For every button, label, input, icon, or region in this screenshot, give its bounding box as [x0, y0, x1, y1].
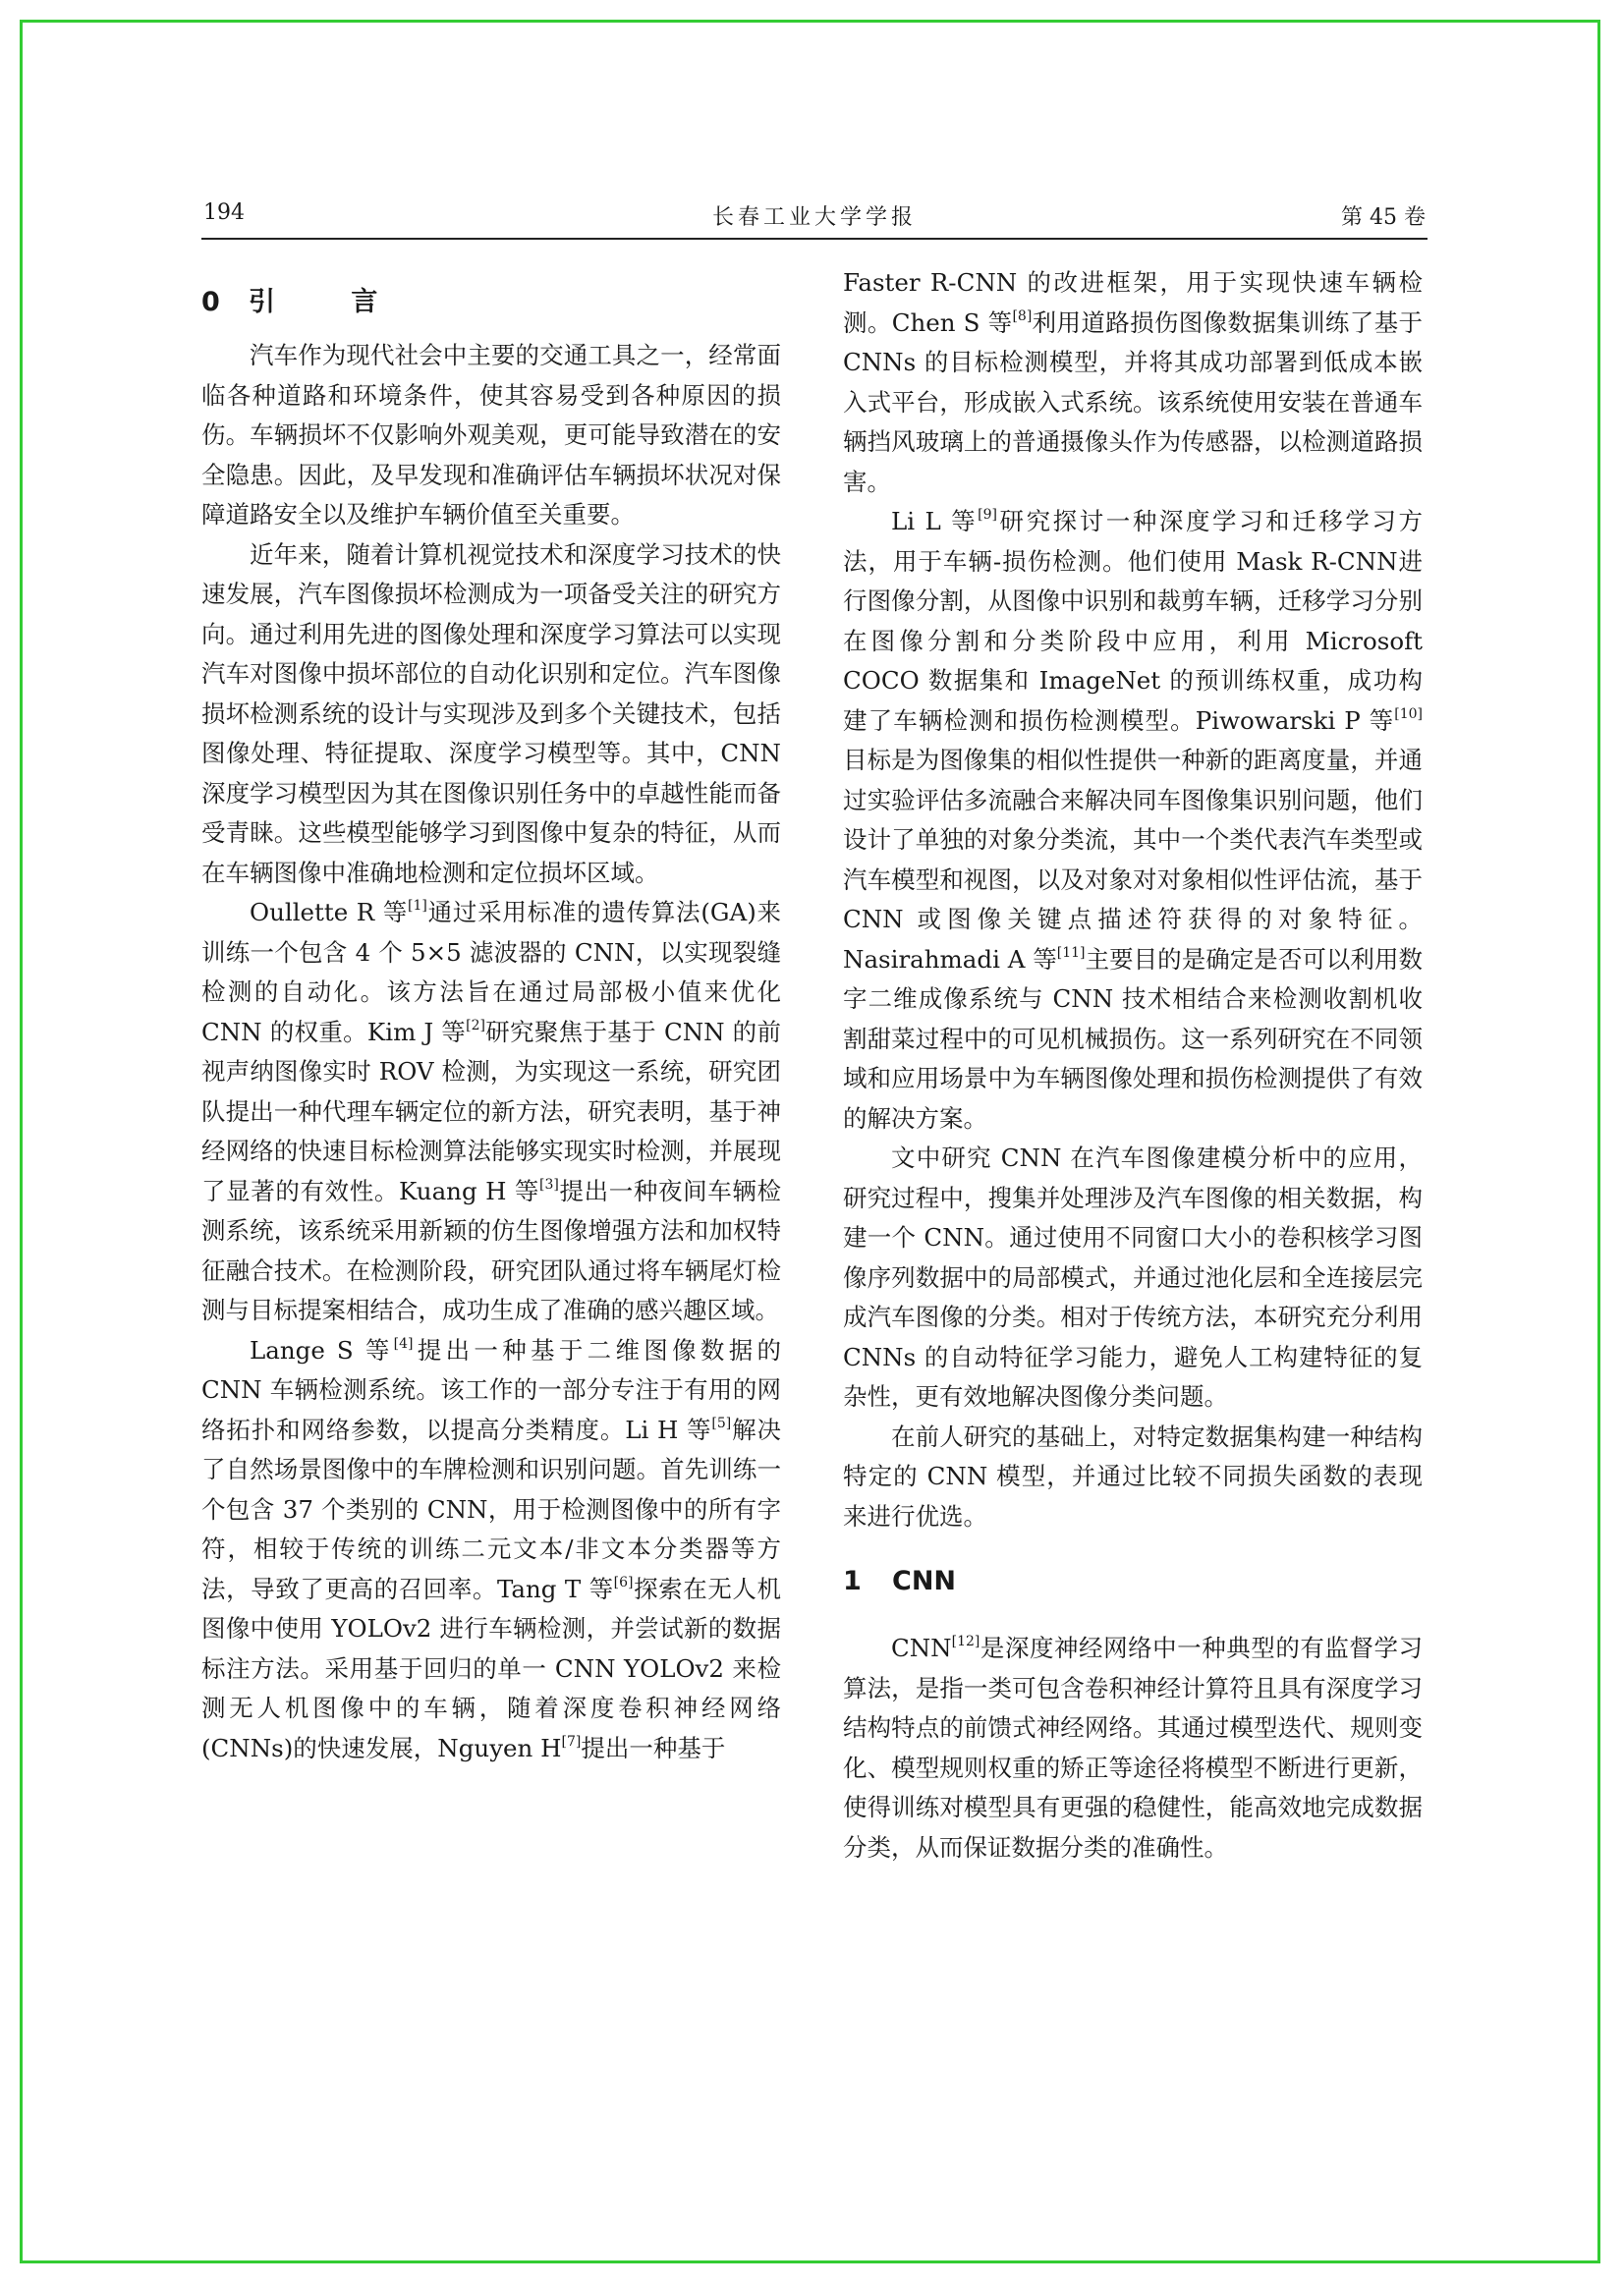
citation: [1] — [408, 898, 427, 914]
paragraph-text: 探索在无人机图像中使用 YOLOv2 进行车辆检测，并尝试新的数据标注方法。采用基于回归的单一 CNN YOLOv2 来检测无人机图像中的车辆，随着深度卷积神经网络(CNNs)的快速发展，Nguyen H — [201, 1574, 781, 1762]
paragraph-text: 解决了自然场景图像中的车牌检测和识别问题。首先训练一个包含 37 个类别的 CNN，用于检测图像中的所有字符，相较于传统的训练二元文本/非文本分类器等方法，导致了更高的召回率。Tang T 等 — [201, 1415, 782, 1603]
section-heading-introduction — [201, 283, 781, 322]
paragraph-text: Lange S 等 — [250, 1335, 394, 1365]
paragraph-text: 利用道路损伤图像数据集训练了基于 CNNs 的目标检测模型，并将其成功部署到低成本嵌入式平台，形成嵌入式系统。该系统使用安装在普通车辆挡风玻璃上的普通摄像头作为传感器，以检测道路损害。 — [843, 307, 1423, 496]
left-column — [201, 263, 781, 1768]
citation: [6] — [613, 1574, 634, 1590]
page-number: 194 — [203, 200, 245, 225]
citation: [4] — [393, 1335, 414, 1352]
paragraph-text: 提出一种基于二维图像数据的 CNN 车辆检测系统。该工作的一部分专注于有用的网络拓扑和网络参数，以提高分类精度。Li H 等 — [201, 1335, 782, 1444]
journal-name: 长春工业大学学报 — [711, 205, 917, 230]
running-header — [201, 196, 1428, 240]
volume-label: 第 45 卷 — [1341, 205, 1426, 230]
paragraph-text: Faster R-CNN 的改进框架，用于实现快速车辆检测。Chen S 等 — [843, 268, 1423, 337]
right-column — [843, 263, 1423, 1868]
section-number: 1 — [843, 1566, 862, 1596]
citation: [11] — [1056, 944, 1086, 961]
citation: [9] — [978, 507, 997, 523]
paragraph — [843, 1139, 1423, 1418]
citation: [7] — [561, 1733, 582, 1750]
paragraph — [843, 1418, 1423, 1537]
citation: [8] — [1012, 307, 1033, 324]
section-heading-cnn — [843, 1562, 1423, 1601]
citation: [3] — [538, 1176, 559, 1193]
paragraph-text: CNN — [891, 1634, 952, 1662]
paragraph-text: 文中研究 CNN 在汽车图像建模分析中的应用，研究过程中，搜集并处理涉及汽车图像的相关数据，构建一个 CNN。通过使用不同窗口大小的卷积核学习图像序列数据中的局部模式，并通过池化层和全连接层完成汽车图像的分类。相对于传统方法，本研究充分利用 CNNs 的自动特征学习能力，避免人工构建特征的复杂性，更有效地解决图像分类问题。 — [843, 1144, 1423, 1411]
paragraph-text: 近年来，随着计算机视觉技术和深度学习技术的快速发展，汽车图像损坏检测成为一项备受关注的研究方向。通过利用先进的图像处理和深度学习算法可以实现汽车对图像中损坏部位的自动化识别和定位。汽车图像损坏检测系统的设计与实现涉及到多个关键技术，包括图像处理、特征提取、深度学习模型等。其中，CNN 深度学习模型因为其在图像识别任务中的卓越性能而备受青睐。这些模型能够学习到图像中复杂的特征，从而在车辆图像中准确地检测和定位损坏区域。 — [201, 539, 781, 887]
paragraph — [843, 1629, 1423, 1868]
paragraph-continued — [843, 263, 1423, 502]
paragraph-text: 通过采用标准的遗传算法(GA)来训练一个包含 4 个 5×5 滤波器的 CNN，以实现裂缝检测的自动化。该方法旨在通过局部极小值来优化 CNN 的权重。Kim J 等 — [201, 898, 782, 1046]
paragraph-text: 提出一种夜间车辆检测系统，该系统采用新颖的仿生图像增强方法和加权特征融合技术。在检测阶段，研究团队通过将车辆尾灯检测与目标提案相结合，成功生成了准确的感兴趣区域。 — [201, 1176, 781, 1324]
paragraph-text: 提出一种基于 — [581, 1733, 726, 1762]
paragraph-text: 在前人研究的基础上，对特定数据集构建一种结构特定的 CNN 模型，并通过比较不同损失函数的表现来进行优选。 — [843, 1422, 1423, 1531]
section-title: CNN — [892, 1566, 957, 1596]
paragraph-text: 研究探讨一种深度学习和迁移学习方法，用于车辆-损伤检测。他们使用 Mask R-CNN进行图像分割，从图像中识别和裁剪车辆，迁移学习分别在图像分割和分类阶段中应用，利用 Microsoft COCO 数据集和 ImageNet 的预训练权重，成功构建了车辆检测和损伤检测模型。Piwowarski P 等 — [843, 507, 1423, 735]
citation: [12] — [951, 1634, 980, 1649]
paragraph — [201, 336, 781, 535]
paragraph-text: Oullette R 等 — [250, 898, 409, 926]
paragraph — [201, 1331, 781, 1769]
section-number: 0 — [201, 287, 220, 317]
paragraph — [201, 535, 781, 894]
paragraph-text: 研究聚焦于基于 CNN 的前视声纳图像实时 ROV 检测，为实现这一系统，研究团队提出一种代理车辆定位的新方法，研究表明，基于神经网络的快速目标检测算法能够实现实时检测，并展现了显著的有效性。Kuang H 等 — [201, 1017, 781, 1205]
paragraph — [843, 502, 1423, 1139]
citation: [10] — [1394, 705, 1423, 722]
paragraph-text: 主要目的是确定是否可以利用数字二维成像系统与 CNN 技术相结合来检测收割机收割甜菜过程中的可见机械损伤。这一系列研究在不同领域和应用场景中为车辆图像处理和损伤检测提供了有效的解决方案。 — [843, 944, 1423, 1133]
paragraph-text: 目标是为图像集的相似性提供一种新的距离度量，并通过实验评估多流融合来解决同车图像集识别问题，他们设计了单独的对象分类流，其中一个类代表汽车类型或汽车模型和视图，以及对象对对象相似性评估流，基于 CNN 或图像关键点描述符获得的对象特征。Nasirahmadi A 等 — [843, 746, 1423, 974]
paragraph — [201, 893, 781, 1331]
citation: [5] — [711, 1415, 732, 1431]
paragraph-text: Li L 等 — [891, 507, 979, 535]
section-title: 引 言 — [249, 287, 412, 317]
paragraph-text: 汽车作为现代社会中主要的交通工具之一，经常面临各种道路和环境条件，使其容易受到各种原因的损伤。车辆损坏不仅影响外观美观，更可能导致潜在的安全隐患。因此，及早发现和准确评估车辆损坏状况对保障道路安全以及维护车辆价值至关重要。 — [201, 341, 781, 529]
paragraph-text: 是深度神经网络中一种典型的有监督学习算法，是指一类可包含卷积神经计算符且具有深度学习结构特点的前馈式神经网络。其通过模型迭代、规则变化、模型规则权重的矫正等途径将模型不断进行更新，使得训练对模型具有更强的稳健性，能高效地完成数据分类，从而保证数据分类的准确性。 — [843, 1634, 1423, 1862]
citation: [2] — [466, 1017, 485, 1033]
